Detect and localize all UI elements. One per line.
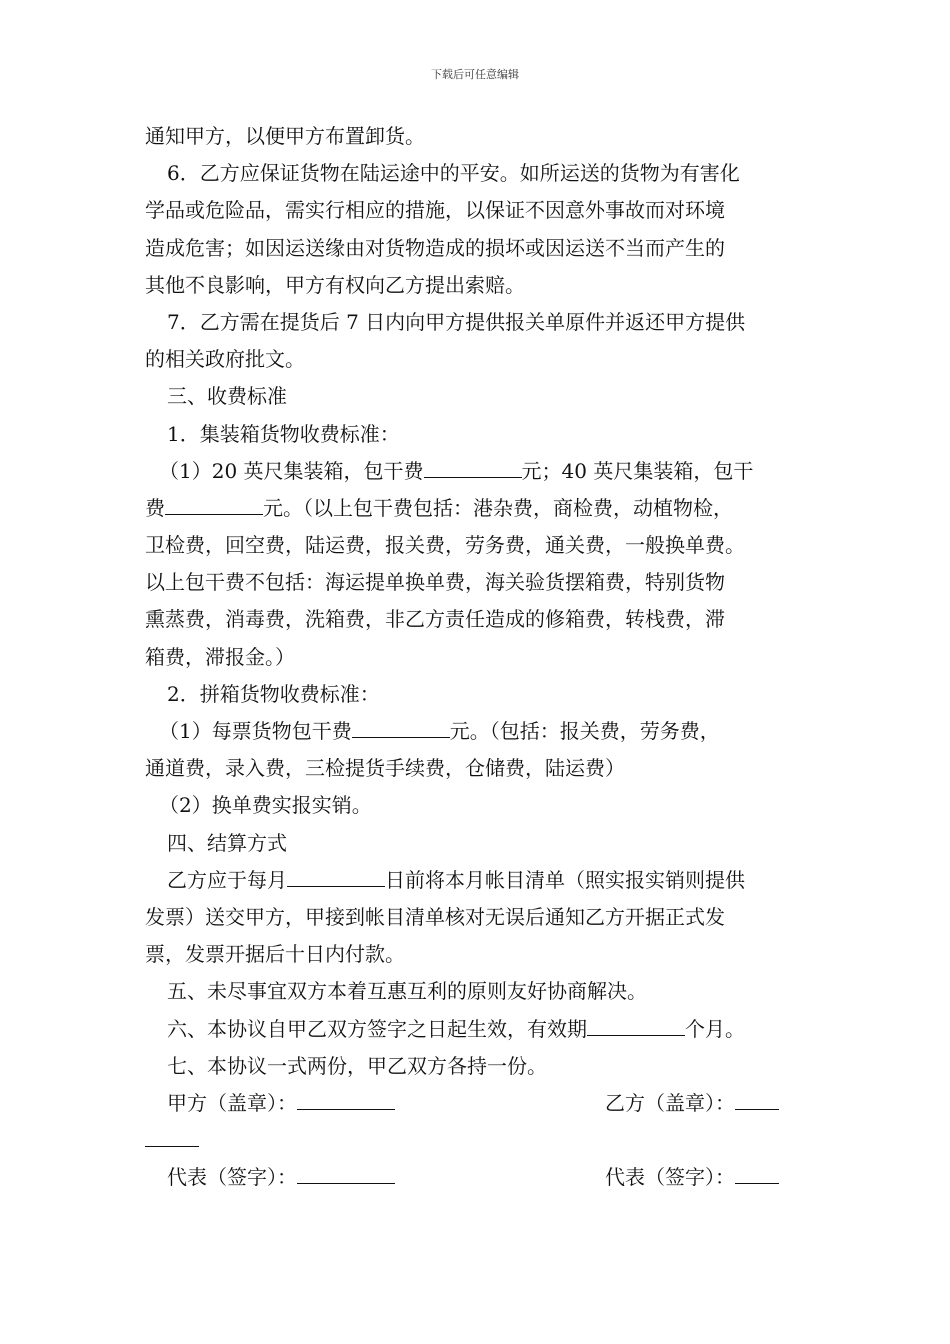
section-heading-settlement: 四、结算方式 — [167, 830, 287, 855]
fill-in-blank — [587, 1034, 685, 1036]
paragraph-line: 箱费，滞报金。） — [145, 644, 295, 669]
paragraph-line: 以上包干费不包括：海运提单换单费，海关验货摆箱费，特别货物 — [145, 570, 725, 595]
text-segment: （1）20 英尺集装箱，包干费 — [159, 458, 424, 483]
paragraph-line: 的相关政府批文。 — [145, 347, 305, 372]
fill-in-blank — [165, 513, 263, 515]
paragraph-line: 熏蒸费，消毒费，洗箱费，非乙方责任造成的修箱费，转栈费，滞 — [145, 607, 725, 632]
subheading-container-fees: 1．集装箱货物收费标准： — [167, 421, 400, 446]
text-segment: 乙方应于每月 — [167, 867, 287, 892]
fill-in-blank — [297, 1182, 395, 1184]
subheading-lcl-fees: 2．拼箱货物收费标准： — [167, 681, 380, 706]
clause-7: 7．乙方需在提货后 7 日内向甲方提供报关单原件并返还甲方提供 — [167, 309, 746, 334]
party-a-rep — [167, 1159, 395, 1196]
fill-in-blank — [424, 476, 522, 478]
party-b-seal — [605, 1085, 779, 1122]
text-segment: （1）每票货物包干费 — [159, 719, 352, 743]
text-segment: 元。（包括：报关费，劳务费， — [449, 719, 720, 743]
seal-row-continuation — [145, 1122, 807, 1159]
text-segment: 元；40 英尺集装箱，包干 — [521, 458, 754, 483]
lcl-fee-line — [145, 713, 807, 750]
paragraph-line: 通知甲方，以便甲方布置卸货。 — [145, 124, 425, 148]
party-a-seal — [167, 1085, 395, 1122]
paragraph-line: 造成危害；如因运送缘由对货物造成的损坏或因运送不当而产生的 — [145, 235, 725, 260]
party-b-rep — [605, 1159, 779, 1196]
signature-row — [145, 1159, 807, 1196]
container-fee-line-2 — [145, 490, 807, 527]
seal-row — [145, 1085, 807, 1122]
section-7: 七、本协议一式两份，甲乙双方各持一份。 — [167, 1053, 547, 1078]
party-a-rep-label: 代表（签字）： — [167, 1165, 297, 1190]
section-heading-fees: 三、收费标准 — [167, 384, 287, 409]
section-5: 五、未尽事宜双方本着互惠互利的原则友好协商解决。 — [167, 979, 647, 1004]
paragraph-line: （2）换单费实报实销。 — [159, 793, 372, 818]
party-b-rep-label: 代表（签字）： — [605, 1165, 735, 1190]
paragraph-line: 其他不良影响，甲方有权向乙方提出索赔。 — [145, 272, 525, 297]
document-body — [145, 118, 807, 1196]
paragraph-line: 学品或危险品，需实行相应的措施，以保证不因意外事故而对环境 — [145, 198, 725, 223]
clause-6: 6．乙方应保证货物在陆运途中的平安。如所运送的货物为有害化 — [167, 161, 740, 186]
text-segment: 日前将本月帐目清单（照实报实销则提供 — [385, 867, 745, 892]
text-segment: 六、本协议自甲乙双方签字之日起生效，有效期 — [167, 1016, 587, 1041]
paragraph-line: 卫检费，回空费，陆运费，报关费，劳务费，通关费，一般换单费。 — [145, 533, 745, 558]
container-fee-line — [145, 453, 807, 490]
settlement-line — [145, 862, 807, 899]
fill-in-blank — [297, 1108, 395, 1110]
text-segment: 个月。 — [685, 1016, 745, 1041]
fill-in-blank — [735, 1182, 779, 1184]
party-a-seal-label: 甲方（盖章）： — [167, 1090, 297, 1115]
text-segment: 费 — [145, 495, 165, 520]
paragraph-line: 发票）送交甲方，甲接到帐目清单核对无误后通知乙方开据正式发 — [145, 904, 725, 929]
fill-in-blank — [735, 1108, 779, 1110]
text-segment: 元。（以上包干费包括：港杂费，商检费，动植物检， — [263, 495, 733, 520]
party-b-seal-label: 乙方（盖章）： — [605, 1090, 735, 1115]
page-header: 下载后可任意编辑 — [431, 68, 519, 81]
fill-in-blank — [352, 736, 450, 738]
fill-in-blank — [145, 1145, 199, 1147]
section-6 — [145, 1011, 807, 1048]
paragraph-line: 票，发票开据后十日内付款。 — [145, 942, 405, 967]
paragraph-line: 通道费，录入费，三检提货手续费，仓储费，陆运费） — [145, 756, 625, 781]
fill-in-blank — [287, 885, 385, 887]
